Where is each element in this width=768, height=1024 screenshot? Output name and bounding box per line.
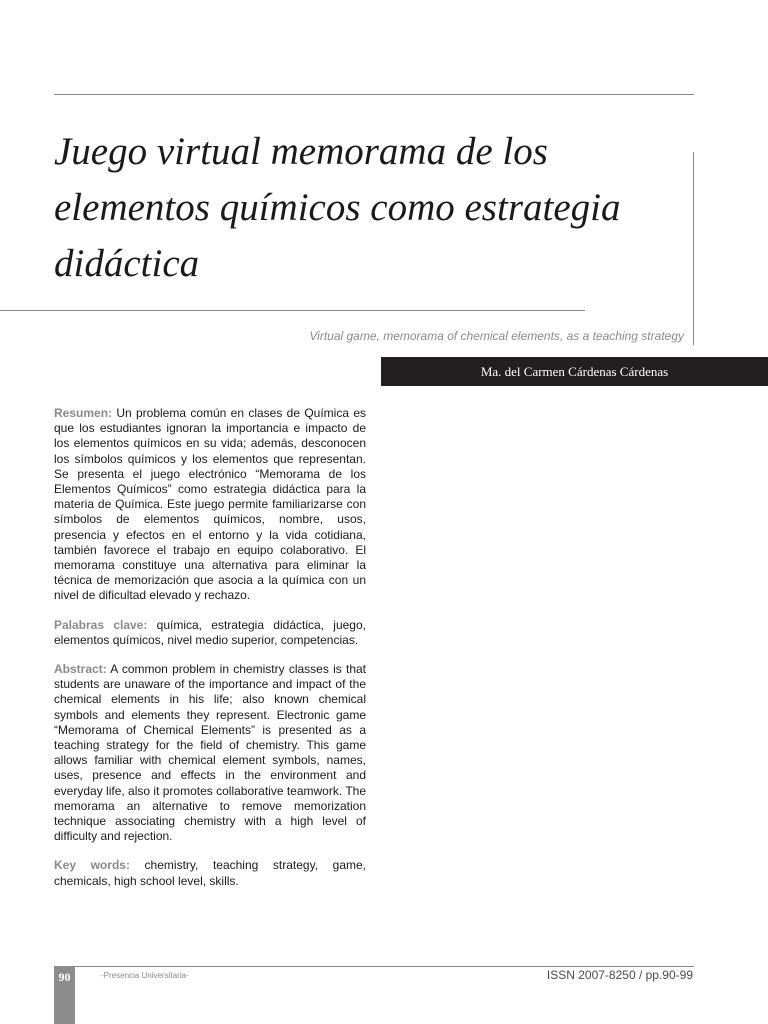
key-words-label: Key words: — [54, 858, 130, 873]
abstract-paragraph — [54, 662, 366, 844]
page-number: 90 — [54, 966, 75, 1024]
palabras-clave-text: química, estrategia didáctica, juego, elementos químicos, nivel medio superior, competencias. — [54, 617, 366, 647]
article-title — [54, 124, 674, 292]
footer-rule — [54, 966, 694, 967]
top-rule — [54, 94, 694, 95]
title-rule — [0, 310, 585, 311]
abstract-label: Abstract: — [54, 662, 107, 677]
resumen-paragraph — [54, 406, 366, 604]
title-line-2: elementos químicos como estrategia — [54, 186, 621, 229]
resumen-text: Un problema común en clases de Química es que los estudiantes ignoran la importancia e impacto de los elementos químicos en su vida; además, desconocen los símbolos químicos y los elementos que representan. Se presenta el juego electrónico “Memorama de los Elementos Químicos” como estrategia didáctica para la materia de Química. Este juego permite familiarizarse con símbolos de elementos químicos, nombre, usos, presencia y efectos en el entorno y la vida cotidiana, también favorece el trabajo en equipo colaborativo. El memorama constituye una alternativa para eliminar la técnica de memorización que asocia a la química con un nivel de dificultad elevado y rechazo. — [54, 406, 366, 603]
palabras-clave-label: Palabras clave: — [54, 617, 148, 632]
resumen-label: Resumen: — [54, 406, 113, 420]
palabras-clave-paragraph — [54, 618, 366, 648]
journal-name: -Presencia Universitaria- — [101, 971, 189, 980]
title-line-3: didáctica — [54, 242, 200, 285]
abstract-column — [54, 406, 366, 903]
abstract-text: A common problem in chemistry classes is that students are unaware of the importance and impact of the chemical elements in his life; also known chemical symbols and elements they represent. Electronic game “Memorama of Chemical Elements” is presented as a teaching strategy for the field of chemistry. This game allows familiar with chemical element symbols, names, uses, presence and effects in the environment and everyday life, also it promotes collaborative teamwork. The memorama an alternative to remove memorization technique associating chemistry with a high level of difficulty and rejection. — [54, 662, 366, 844]
author-name: Ma. del Carmen Cárdenas Cárdenas — [480, 363, 669, 379]
key-words-text: chemistry, teaching strategy, game, chemicals, high school level, skills. — [54, 858, 366, 888]
author-bar — [381, 357, 768, 386]
vertical-rule — [693, 152, 694, 345]
issn-pages: ISSN 2007-8250 / pp.90-99 — [546, 968, 693, 982]
key-words-paragraph — [54, 858, 366, 888]
title-line-1: Juego virtual memorama de los — [54, 130, 548, 173]
english-subtitle: Virtual game, memorama of chemical elements, as a teaching strategy — [309, 329, 684, 343]
